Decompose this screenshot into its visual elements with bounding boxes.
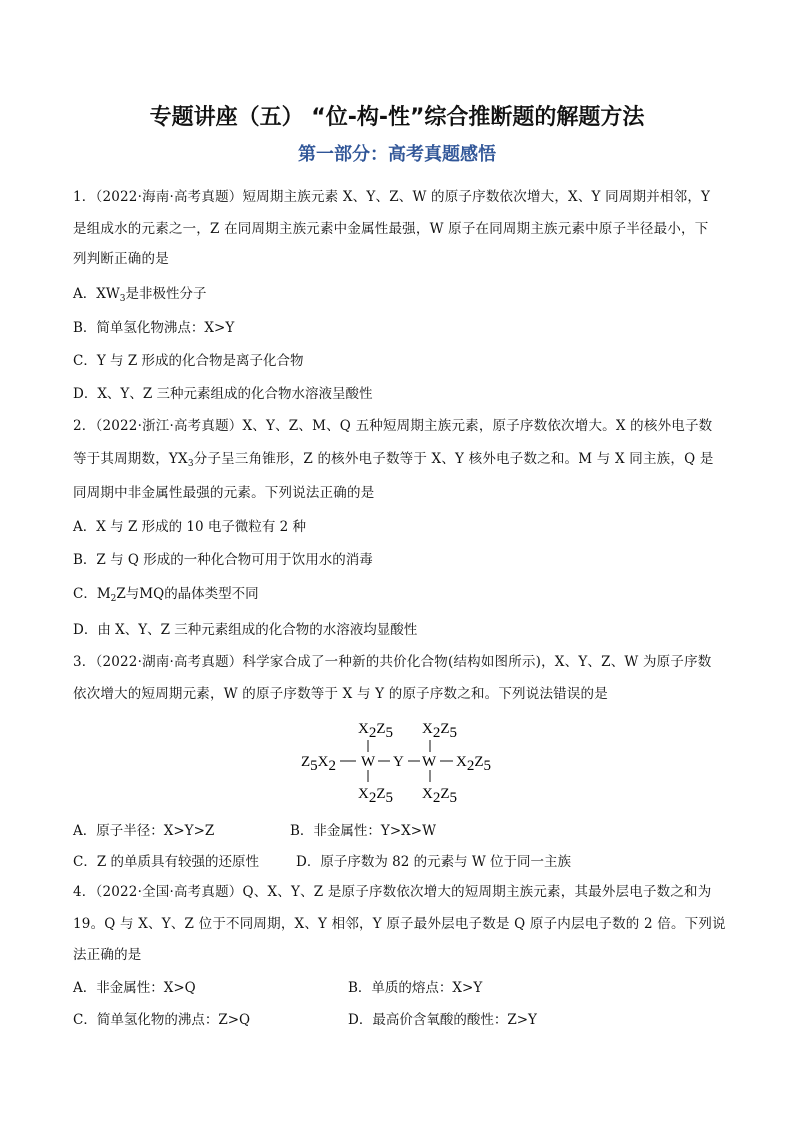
q3-option-c: C．Z 的单质具有较强的还原性	[73, 854, 260, 870]
q1-option-a	[73, 284, 206, 309]
q1-option-d: D．X、Y、Z 三种元素组成的化合物水溶液呈酸性	[73, 386, 373, 402]
q4-option-a: A．非金属性：X>Q	[73, 980, 196, 996]
q1-stem-line1: 1．（2022·海南·高考真题）短周期主族元素 X、Y、Z、W 的原子序数依次增大，X、Y 同周期并相邻，Y	[73, 189, 711, 205]
page-title: 专题讲座（五） “位-构-性”综合推断题的解题方法	[149, 105, 645, 130]
q2-stem-line2-post: 分子呈三角锥形，Z 的核外电子数等于 X、Y 核外电子数之和。M 与 X 同主族，Q 是	[193, 451, 714, 467]
q3-bottom-right-group: X2Z5	[422, 786, 458, 806]
q1-stem-line3: 列判断正确的是	[73, 251, 169, 267]
q1-option-a-formula: XW	[96, 286, 120, 302]
q2-stem-line2-pre: 等于其周期数，	[73, 451, 169, 467]
section-subtitle: 第一部分：高考真题感悟	[298, 144, 496, 165]
q2-option-c-prefix: C．	[73, 586, 97, 602]
q3-atom-w2: W	[422, 754, 437, 770]
q3-bottom-left-group: X2Z5	[358, 786, 394, 806]
q2-formula-yx: YX	[168, 451, 188, 467]
q1-option-a-sub: 3	[119, 294, 126, 304]
q2-option-c-m: M	[96, 586, 111, 602]
q3-stem-line1: 3．（2022·湖南·高考真题）科学家合成了一种新的共价化合物(结构如图所示)，X、Y、Z、W 为原子序数	[73, 654, 712, 670]
q3-right-group: X2Z5	[456, 754, 492, 774]
q3-atom-y: Y	[393, 754, 404, 770]
q2-option-d: D．由 X、Y、Z 三种元素组成的化合物的水溶液均显酸性	[73, 622, 418, 638]
q4-stem-line3: 法正确的是	[73, 947, 142, 963]
q2-stem-line1: 2．（2022·浙江·高考真题）X、Y、Z、M、Q 五种短周期主族元素，原子序数依次增大。X 的核外电子数	[73, 418, 713, 434]
q3-structure-diagram	[290, 712, 510, 812]
q2-formula-sub: 3	[187, 459, 194, 469]
q4-stem-line2: 19。Q 与 X、Y、Z 位于不同周期，X、Y 相邻，Y 原子最外层电子数是 Q 原子内层电子数的 2 倍。下列说	[73, 916, 726, 932]
q2-stem-line2	[73, 449, 714, 474]
q2-stem-line3: 同周期中非金属性最强的元素。下列说法正确的是	[73, 485, 375, 501]
q2-option-c-mq: MQ	[139, 586, 165, 602]
q3-option-b: B．非金属性：Y>X>W	[290, 823, 436, 839]
q2-option-a: A．X 与 Z 形成的 10 电子微粒有 2 种	[73, 519, 307, 535]
q2-option-c	[73, 584, 259, 609]
q2-option-c-sub: 2	[110, 594, 117, 604]
q1-stem-line2: 是组成水的元素之一，Z 在同周期主族元素中金属性最强，W 原子在同周期主族元素中原子半径最小，下	[73, 221, 709, 237]
q1-option-a-prefix: A．	[73, 286, 97, 302]
q3-option-a: A．原子半径：X>Y>Z	[73, 823, 215, 839]
q2-option-c-z: Z	[116, 586, 126, 602]
q2-option-b: B．Z 与 Q 形成的一种化合物可用于饮用水的消毒	[73, 552, 373, 568]
q3-top-left-group: X2Z5	[358, 721, 394, 741]
q1-option-a-suffix: 是非极性分子	[125, 286, 207, 302]
q3-option-d: D．原子序数为 82 的元素与 W 位于同一主族	[296, 854, 572, 870]
q4-option-c: C．简单氢化物的沸点：Z>Q	[73, 1012, 251, 1028]
q3-atom-w1: W	[361, 754, 376, 770]
q3-stem-line2: 依次增大的短周期元素，W 的原子序数等于 X 与 Y 的原子序数之和。下列说法错误的是	[73, 686, 608, 702]
q4-option-b: B．单质的熔点：X>Y	[348, 980, 483, 996]
q3-left-group: Z5X2	[301, 754, 337, 774]
q4-option-d: D．最高价含氧酸的酸性：Z>Y	[348, 1012, 537, 1028]
q2-option-c-mid: 与	[125, 586, 140, 602]
q2-option-c-suffix: 的晶体类型不同	[164, 586, 259, 602]
q4-stem-line1: 4．（2022·全国·高考真题）Q、X、Y、Z 是原子序数依次增大的短周期主族元素，其最外层电子数之和为	[73, 884, 712, 900]
q1-option-b: B．简单氢化物沸点：X>Y	[73, 320, 235, 336]
q3-top-right-group: X2Z5	[422, 721, 458, 741]
q1-option-c: C．Y 与 Z 形成的化合物是离子化合物	[73, 353, 304, 369]
